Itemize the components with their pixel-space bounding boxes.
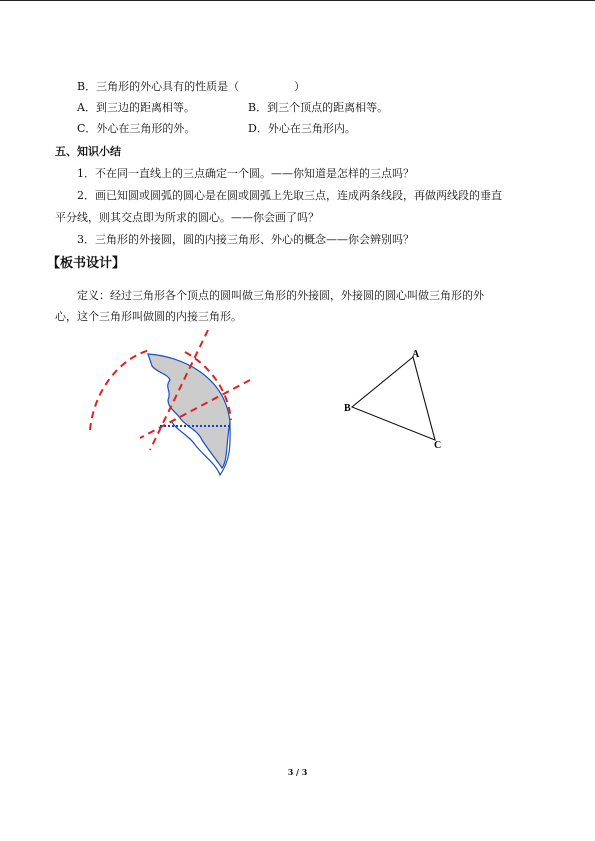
question-b-stem: B．三角形的外心具有的性质是（ ） [77, 80, 306, 93]
vertex-c-label: C [434, 440, 442, 451]
definition-line-2: 心，这个三角形叫做圆的内接三角形。 [55, 310, 242, 323]
shaded-arc-fragment [148, 354, 230, 468]
page-number: 3 / 3 [287, 767, 308, 777]
page-top-border [0, 0, 595, 1]
option-c: C．外心在三角形的外。 [77, 122, 196, 135]
summary-item-1: 1．不在同一直线上的三点确定一个圆。——你知道是怎样的三点吗？ [77, 167, 414, 180]
vertex-a-label: A [412, 349, 420, 360]
option-a: A．到三边的距离相等。 [77, 101, 195, 114]
board-design-heading: 【板书设计】 [47, 256, 126, 271]
triangle-abc-figure [340, 345, 460, 455]
option-b: B．到三个顶点的距离相等。 [248, 101, 389, 114]
triangle-abc [352, 357, 435, 440]
summary-item-2-cont: 平分线，则其交点即为所求的圆心。——你会画了吗？ [55, 211, 319, 224]
vertex-b-label: B [344, 403, 351, 414]
summary-heading: 五、知识小结 [55, 145, 121, 158]
circle-arc-figure [80, 330, 260, 480]
definition-line-1: 定义：经过三角形各个顶点的圆叫做三角形的外接圆，外接圆的圆心叫做三角形的外 [77, 289, 484, 302]
summary-item-2: 2．画已知圆或圆弧的圆心是在圆或圆弧上先取三点，连成两条线段，再做两线段的垂直 [77, 189, 502, 202]
option-d: D．外心在三角形内。 [248, 122, 356, 135]
summary-item-3: 3．三角形的外接圆，圆的内接三角形、外心的概念——你会辨别吗？ [77, 233, 414, 246]
